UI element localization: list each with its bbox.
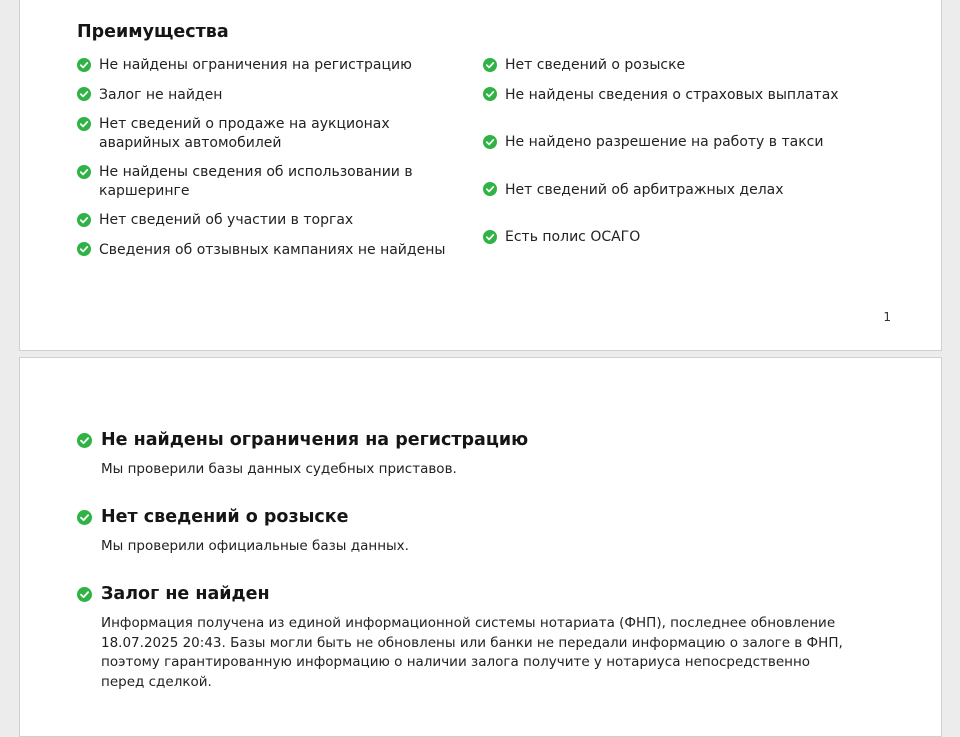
section-title-text: Нет сведений о розыске: [101, 507, 349, 527]
advantage-label: Есть полис ОСАГО: [505, 229, 641, 245]
advantage-item: [77, 241, 467, 260]
advantage-item: [77, 86, 467, 105]
check-circle-icon: [77, 213, 91, 227]
check-circle-icon: [77, 87, 91, 101]
advantage-label: Нет сведений об арбитражных делах: [505, 181, 784, 198]
advantages-list-left: [77, 56, 467, 270]
section-description: Мы проверили базы данных судебных приставов.: [101, 461, 457, 477]
check-circle-icon: [483, 230, 497, 244]
section-title-text: Залог не найден: [101, 584, 270, 604]
report-page-2: [19, 357, 942, 737]
advantage-item: [483, 181, 863, 200]
advantage-item: [483, 228, 863, 247]
advantage-item: [77, 115, 467, 152]
check-section: [77, 505, 847, 557]
check-section: [77, 428, 847, 480]
check-circle-icon: [77, 165, 91, 179]
check-circle-icon: [77, 433, 92, 448]
advantages-title: Преимущества: [77, 22, 229, 42]
section-title: [77, 582, 847, 606]
check-circle-icon: [483, 87, 497, 101]
check-circle-icon: [77, 117, 91, 131]
advantage-item: [483, 56, 863, 75]
report-page-1: [19, 0, 942, 351]
check-circle-icon: [483, 58, 497, 72]
advantages-list-right: [483, 56, 863, 258]
check-circle-icon: [483, 182, 497, 196]
advantage-item: [77, 211, 467, 230]
section-title-text: Не найдены ограничения на регистрацию: [101, 430, 529, 450]
check-circle-icon: [77, 587, 92, 602]
check-circle-icon: [77, 58, 91, 72]
advantage-label: Нет сведений о розыске: [505, 57, 686, 73]
advantage-label: Нет сведений о продаже на аукционах аварийных автомобилей: [99, 116, 390, 151]
advantage-label: Сведения об отзывных кампаниях не найдены: [99, 241, 446, 258]
check-section: [77, 582, 847, 692]
advantage-label: Нет сведений об участии в торгах: [99, 212, 354, 228]
check-circle-icon: [77, 242, 91, 256]
check-circle-icon: [483, 135, 497, 149]
advantage-item: [483, 86, 863, 105]
advantage-item: [77, 163, 467, 200]
advantage-item: [77, 56, 467, 75]
advantage-label: Не найдены сведения о страховых выплатах: [505, 86, 839, 103]
check-circle-icon: [77, 510, 92, 525]
advantage-label: Не найдены сведения об использовании в каршеринге: [99, 164, 413, 199]
advantage-item: [483, 133, 863, 152]
page-number: 1: [883, 310, 891, 324]
advantage-label: Не найдены ограничения на регистрацию: [99, 57, 412, 73]
section-title: [77, 505, 847, 529]
section-description: Мы проверили официальные базы данных.: [101, 538, 409, 554]
advantage-label: Залог не найден: [99, 86, 223, 103]
section-description: Информация получена из единой информационной системы нотариата (ФНП), последнее обновление 18.07.2025 20:43. Базы могли быть не обновлены или банки не передали информацию о залоге в ФНП, поэтому гарантированную информацию о наличии залога получите у нотариуса непосредственно перед сделкой.: [101, 615, 843, 690]
section-title: [77, 428, 847, 452]
advantage-label: Не найдено разрешение на работу в такси: [505, 134, 824, 150]
